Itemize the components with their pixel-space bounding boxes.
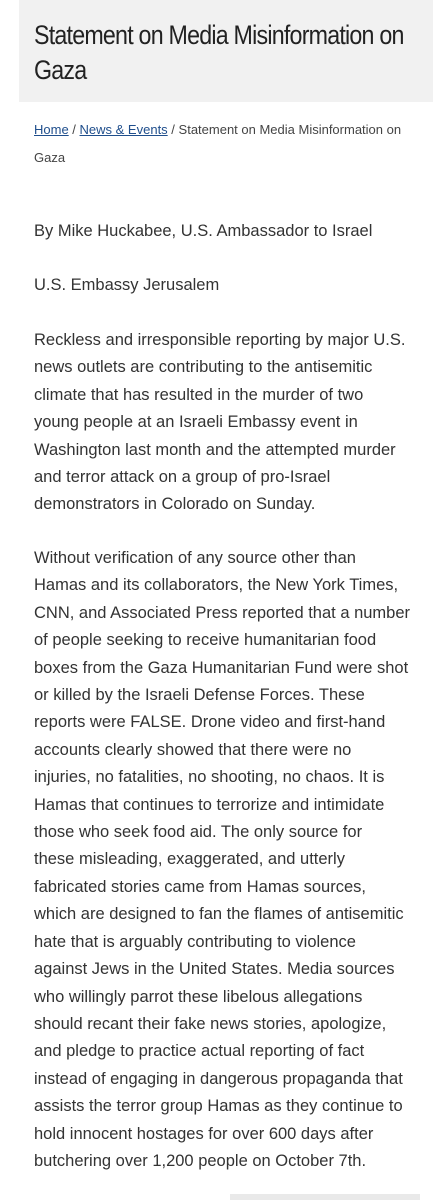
breadcrumb-separator: / bbox=[68, 122, 80, 137]
breadcrumb-current: Statement on Media Misinformation on bbox=[178, 122, 402, 137]
article-byline: By Mike Huckabee, U.S. Ambassador to Israel bbox=[34, 222, 373, 240]
article-organization: U.S. Embassy Jerusalem bbox=[34, 276, 220, 294]
bottom-shade-block bbox=[230, 1194, 420, 1200]
breadcrumb-news-events-link[interactable]: News & Events bbox=[79, 122, 168, 137]
article-paragraph-1: Reckless and irresponsible reporting by major U.S. news outlets are contributing to the antisemitic climate that has resulted in the murder of two young people at an Israeli Embassy event in Washington last month and the attempted murder and terror attack on a group of pro-Israel demonstrators in Colorado on Sunday. bbox=[34, 331, 406, 514]
breadcrumb bbox=[34, 116, 424, 172]
breadcrumb-current-continued: Gaza bbox=[34, 150, 66, 165]
breadcrumb-home-link[interactable]: Home bbox=[34, 122, 69, 137]
page-title: Statement on Media Misinformation on Gaza bbox=[34, 20, 404, 85]
page-title-band bbox=[19, 0, 433, 102]
article-paragraph-2: Without verification of any source other than Hamas and its collaborators, the New York Times, CNN, and Associated Press reported that a number of people seeking to receive humanitarian food boxes from the Gaza Humanitarian Fund were shot or killed by the Israeli Defense Forces. These reports were FALSE. Drone video and first-hand accounts clearly showed that there were no injuries, no fatalities, no shooting, no chaos. It is Hamas that continues to terrorize and intimidate those who seek food aid. The only source for these misleading, exaggerated, and utterly fabricated stories came from Hamas sources, which are designed to fan the flames of antisemitic hate that is arguably contributing to violence against Jews in the United States. Media sources who willingly parrot these libelous allegations should recant their fake news stories, apologize, and pledge to practice actual reporting of fact instead of engaging in dangerous propaganda that assists the terror group Hamas as they continue to hold innocent hostages for over 600 days after butchering over 1,200 people on October 7th. bbox=[34, 549, 411, 1170]
breadcrumb-separator: / bbox=[167, 122, 179, 137]
